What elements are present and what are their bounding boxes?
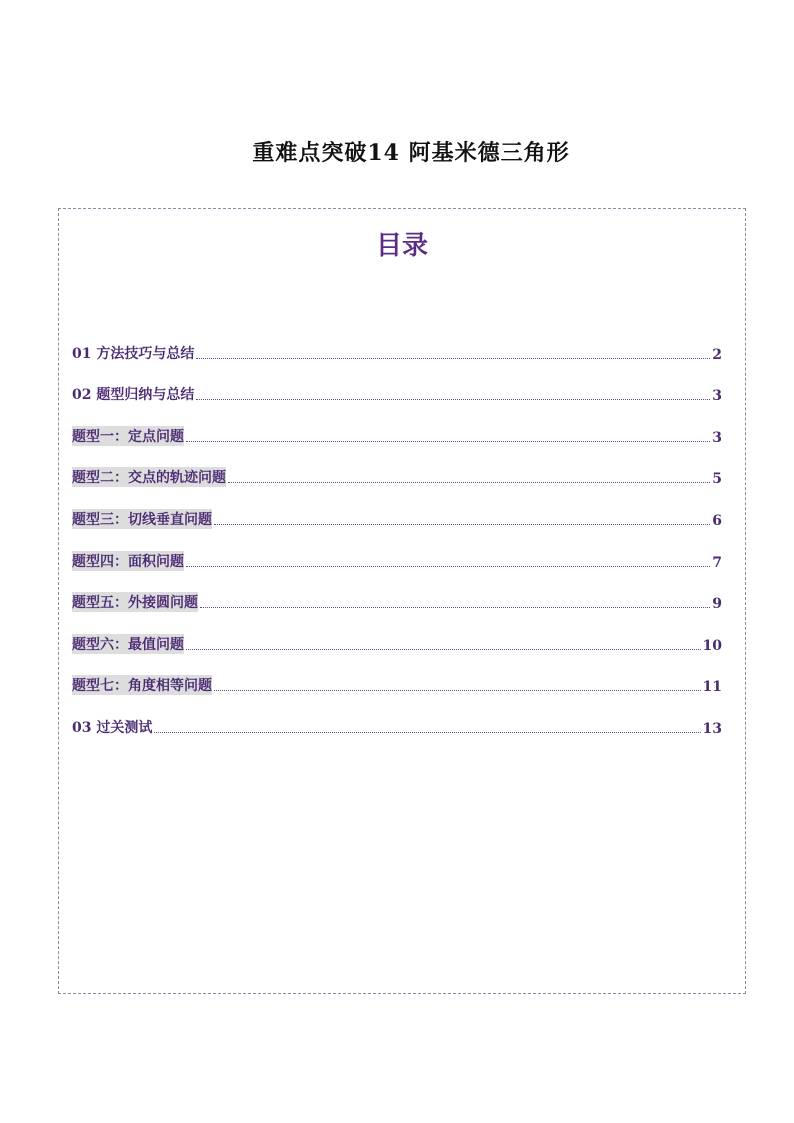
toc-entry-type-4[interactable] (72, 543, 722, 585)
toc-entry-page: 7 (712, 554, 722, 571)
toc-list (72, 335, 722, 751)
toc-leader-dots (214, 690, 701, 691)
toc-entry-label: 02 题型归纳与总结 (72, 387, 195, 404)
toc-entry-label: 题型七：角度相等问题 (72, 675, 212, 695)
toc-entry-page: 10 (702, 637, 722, 654)
toc-entry-label: 题型四：面积问题 (72, 551, 184, 571)
toc-entry-page: 5 (712, 471, 722, 488)
toc-entry-type-1[interactable] (72, 418, 722, 460)
toc-entry-label: 03 过关测试 (72, 719, 153, 736)
toc-heading: 目录 (375, 231, 428, 261)
toc-leader-dots (186, 441, 710, 442)
toc-leader-dots (186, 566, 710, 567)
toc-entry-page: 2 (712, 346, 722, 363)
toc-entry-type-3[interactable] (72, 501, 722, 543)
toc-entry-page: 9 (712, 596, 722, 613)
toc-leader-dots (196, 358, 710, 359)
toc-entry-methods[interactable] (72, 335, 722, 377)
toc-entry-label: 题型二：交点的轨迹问题 (72, 467, 226, 487)
toc-entry-type-6[interactable] (72, 626, 722, 668)
toc-entry-page: 13 (702, 720, 722, 737)
toc-leader-dots (200, 607, 710, 608)
toc-entry-type-7[interactable] (72, 668, 722, 710)
toc-leader-dots (214, 524, 710, 525)
toc-leader-dots (154, 732, 700, 733)
toc-leader-dots (196, 399, 710, 400)
toc-box (58, 208, 746, 994)
toc-entry-label: 题型六：最值问题 (72, 634, 184, 654)
toc-entry-type-2[interactable] (72, 460, 722, 502)
toc-entry-page: 6 (712, 512, 722, 529)
toc-entry-page: 11 (702, 679, 722, 696)
toc-entry-question-types[interactable] (72, 377, 722, 419)
toc-entry-type-5[interactable] (72, 585, 722, 627)
toc-leader-dots (186, 649, 701, 650)
toc-entry-label: 题型三：切线垂直问题 (72, 509, 212, 529)
toc-entry-label: 题型一：定点问题 (72, 426, 184, 446)
toc-entry-page: 3 (712, 388, 722, 405)
toc-entry-page: 3 (712, 429, 722, 446)
toc-entry-final-test[interactable] (72, 709, 722, 751)
toc-entry-label: 题型五：外接圆问题 (72, 592, 198, 612)
toc-leader-dots (228, 482, 710, 483)
toc-entry-label: 01 方法技巧与总结 (72, 345, 195, 362)
document-title: 重难点突破14 阿基米德三角形 (252, 140, 570, 166)
